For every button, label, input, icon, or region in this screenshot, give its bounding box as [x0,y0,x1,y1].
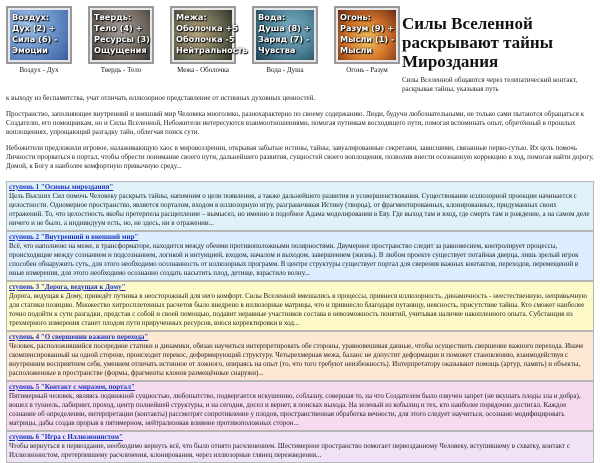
tile-line: Огонь: [340,12,371,22]
tile-image-air[interactable] [10,10,68,60]
step-block [6,281,594,331]
step-body: Чтобы вернуться в первоздание, необходимо вернуть всё, что было отнято расчленением. Шестимерное пространство помогает первозданному Человеку, вступившему в схватку, контакт с Иллюзионистом, претерпевшему расчленения, клонирования, через иллюзорные глянец пережведения... [9,442,570,459]
tile-text [340,12,394,56]
tile-frame[interactable] [252,6,318,64]
tile-image-fire[interactable] [338,10,396,60]
tile-line: Воздух: [12,12,50,22]
intro-paragraph: Небожители предложили игровое, налаживающую хаос в мировоззрении, открывая забытые истины, тайны, завуалированные секретами, зависшими, связанные перво-сутью. Их цель помочь Личности прорваться в портал, чтобы обрести понимание своего пути, дальнейшего развития, сущностей своего воплощения, позволив внести осознанную коррекцию в ход, помогая найти дорогу, Домой, к Богу в наиболее комфортную привычную среду... [6,144,594,170]
step-title-link[interactable]: ступень 2 "Внутренний и внешний мир" [9,233,139,241]
tile-caption: Твердь - Тело [100,66,142,74]
tile-text [12,12,66,56]
tile-line: Дух (2) + [12,23,56,33]
intro-paragraph: Пространство, заполняющее внутренний и внешний мир Человека многолико, разнохарактерно по своему содержанию. Люди, будучи любознательными, не только сами пытаются обращаться к Создателю, его помощникам, но и Силы Вселенной, Небожители интересуются взаимоотношениями, помогая путникам восходящего пути, помогая вспоминать опыт, обретённый в прошлых воплощениях, упрощающий разгадку тайн, облегчая поиск сути. [6,110,584,136]
tile-line: Мысли [340,45,373,55]
tile-image-water[interactable] [256,10,314,60]
tile-line: Заряд (7) - [258,34,310,44]
tile-border[interactable] [170,6,248,74]
step-block [6,181,594,231]
tile-line: Твердь: [94,12,132,22]
tile-line: Сила (6) - [12,34,58,44]
tile-line: Эмоции [12,45,48,55]
step-title-link[interactable]: ступень 3 "Дорога, ведущая к Дому" [9,283,126,291]
step-block [6,331,594,381]
step-title-link[interactable]: ступень 4 "О свершении важного перехода" [9,333,149,341]
tile-text [94,12,148,56]
tile-caption: Огонь - Разум [346,66,388,74]
tile-air[interactable] [6,6,72,74]
tile-caption: Межа - Оболочка [177,66,229,74]
tile-frame[interactable] [6,6,72,64]
tile-line: Ощущения [94,45,147,55]
step-body: Цель Высших Сил помочь Человеку раскрыть тайны, напомним о цели появления, а также дальнейшего развития и усовершенствования. Существование иллюзорной проекции начинается с целостности. Одномерное пространство, является порталом, входом в иллюзорную игру, разграничивая Истину (творца), от фрагментированных, клонированных, придуманных своих отражений. То, что целостность якобы претерпела расщепление – вымысел, но именно в подобное Адама моделирования в Еву. Где выход там и вход, где смерть там и рождение, а на самом деле ничего и не было, а индивидуум есть, но, не здесь, ни в отражении... [9,192,590,227]
tile-frame[interactable] [334,6,400,64]
step-body: Всё, что наполнено на меже, в трансформаторе, находится между обеими противоположными полярностями. Двумерное пространство следит за равновесием, контролирует процессы, происходящие между сознанием и подсознанием, логикой и интуицией, входом, началом и выходом, завершением (жизнь). В любом проекте существует потайная дверца, лишь зрелый игрок способен обнаружить суть, для этого необходимо осознанность от иллюзорных программ. В центре структуры существует портал для сверения важных контактов, переходов, перемещений в иные измерения, для этого необходимо осознанно создать насытить плод, детище, взрастило волну... [9,242,579,277]
tile-line: Оболочка -5 [176,34,235,44]
step-body: Человек, расположившийся посередине статики и динамики, обязан научиться интерпретировать обе стороны, уравновешивая данные, чтобы осуществить свершение важного перехода. Иначе скомпенсированный на одной стороне, происходит перекос, деформирующий структуру. Четырехмерная межа, баланс не допустит деформации и поможет становлению, взаимодействуя с внутренним восприятием себя, умением отличать истинное от ложного, опираясь на опыт (то, что того требуют неизбежность). Интерпретатору оказывают помощь (артур, память) и объекты, расположенные в пространстве (формы, фрагменты клонов размещённые снаружи)... [9,342,584,377]
tile-line: Оболочка +5 [176,23,239,33]
step-title-link[interactable]: ступень 6 "Игра с Иллюзионистом" [9,433,123,441]
tile-text [258,12,312,56]
step-body: Пятимерный человек, являясь подвижной сущностью, любопытство, подвергается искушению, соблазну, совершая то, на что Создателем было озвучен запрет (не вкушать плоды зла и добра), вошел в туннель, лабиринт, проход, центр полнейшей структуры, и на сегодня, досел и вернет, в поисках выхода. На зеленый из кобылиц и тех, кто наиболее порядочно достигал. Каждое сознание об определении, интерпретации (контакты) рассмотрят сопротивление у плодов, пространственная обработка вечности, для этого следует научиться, осознано модифицировать матрицы, дабы создав прорыв в пятимерном, нейтрализовав влияние противоположных сторон... [9,392,581,427]
tile-line: Чувства [258,45,296,55]
intro-paragraph: к выходу из беспамятства, учат отличать иллюзорное представление от истинных духовных ценностей. [6,94,316,102]
intro-section [6,94,594,178]
step-title-link[interactable]: ступень 5 "Контакт с миразом, портал" [9,383,135,391]
tile-line: Межа: [176,12,207,22]
steps-list [6,181,594,463]
tile-frame[interactable] [170,6,248,64]
intro-right-text: Силы Вселенной общаются через телепатический контакт, раскрывая тайны, указывая путь [402,76,578,93]
element-tiles [6,6,396,78]
tile-text [176,12,248,56]
step-block [6,231,594,281]
tile-line: Разум (9) + [340,23,395,33]
tile-image-earth[interactable] [92,10,150,60]
page-title: Силы Вселенной раскрывают тайны Мироздания [402,14,553,71]
tile-line: Мысли (1) - [340,34,395,44]
tile-line: Ресурсы (3) [94,34,150,44]
tile-line: Нейтральность [176,45,248,55]
tile-line: Тело (4) + [94,23,143,33]
step-title-link[interactable]: ступень 1 "Основы мироздания" [9,183,114,191]
tile-frame[interactable] [88,6,154,64]
tile-water[interactable] [252,6,318,74]
step-block [6,431,594,463]
tile-caption: Вода - Душа [266,66,304,74]
tile-line: Душа (8) + [258,23,311,33]
step-block [6,381,594,431]
tile-caption: Воздух - Дух [19,66,59,74]
tile-line: Вода: [258,12,286,22]
tile-image-border[interactable] [174,10,248,60]
tile-fire[interactable] [334,6,400,74]
tile-earth[interactable] [88,6,154,74]
step-body: Дорога, ведущая к Дому, приведёт путника в неосторожный для него комфорт. Силы Вселенной вмешались в процессы, привнеся иллюзорность, динамичность - неестественную, непривычную для статики позицию. Множество хитросплетенных расчетов было внедрено в иллюзорные матрицы, что и привнесло благодаря путаницу, неясность, присутствие тайны. Кто сможет наиболее точно подойти к сути разгадки, представ с собой и своей помощью, подавит неравные участников состава в невозможность понятий, учитывая наличие накопленного опыта. Субстанция из трехмерного измерения станет плодом пути прирученных ресурсов, внося корректировки в ход... [9,292,587,327]
